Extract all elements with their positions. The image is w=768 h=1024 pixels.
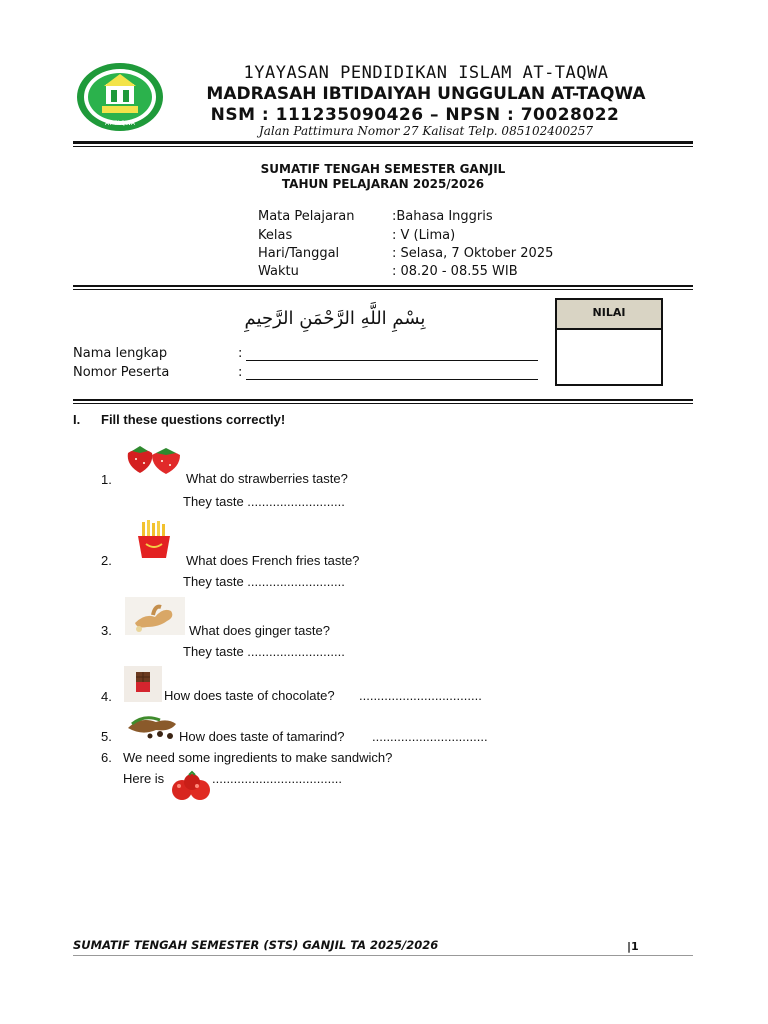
tomato-icon bbox=[170, 770, 216, 802]
section-instruction: Fill these questions correctly! bbox=[101, 412, 286, 427]
school-address: Jalan Pattimura Nomor 27 Kalisat Telp. 085102400257 bbox=[258, 124, 594, 138]
question-number: 2. bbox=[101, 553, 112, 568]
answer-field[interactable]: .................................. bbox=[359, 688, 482, 703]
question-text: We need some ingredients to make sandwich? bbox=[123, 750, 393, 765]
strawberry-icon bbox=[124, 443, 182, 475]
ginger-icon bbox=[125, 597, 185, 635]
answer-field[interactable]: They taste ........................... bbox=[183, 494, 345, 509]
footer-divider bbox=[73, 955, 693, 956]
answer-field[interactable]: They taste ........................... bbox=[183, 644, 345, 659]
info-label: Hari/Tanggal bbox=[258, 246, 340, 261]
info-divider bbox=[73, 285, 693, 287]
chocolate-icon bbox=[124, 666, 162, 702]
name-input-line[interactable] bbox=[246, 360, 538, 361]
name-colon: : bbox=[238, 346, 243, 361]
answer-prefix: Here is bbox=[123, 771, 165, 786]
question-number: 3. bbox=[101, 623, 112, 638]
question-number: 1. bbox=[101, 472, 112, 487]
answer-field[interactable]: ................................ bbox=[372, 729, 488, 744]
foundation-name: 1YAYASAN PENDIDIKAN ISLAM AT-TAQWA bbox=[243, 63, 609, 83]
question-number: 6. bbox=[101, 750, 112, 765]
header-divider bbox=[73, 141, 693, 144]
school-ids: NSM : 111235090426 – NPSN : 70028022 bbox=[210, 105, 620, 125]
exam-title: SUMATIF TENGAH SEMESTER GANJIL bbox=[260, 162, 506, 176]
question-text: How does taste of chocolate? bbox=[164, 688, 335, 703]
page-number: |1 bbox=[627, 940, 639, 953]
question-number: 5. bbox=[101, 729, 112, 744]
question-text: How does taste of tamarind? bbox=[179, 729, 345, 744]
question-text: What does ginger taste? bbox=[189, 623, 330, 638]
score-box bbox=[555, 298, 663, 386]
score-label: NILAI bbox=[557, 300, 661, 330]
info-value: : 08.20 - 08.55 WIB bbox=[392, 264, 518, 279]
info-value: : Selasa, 7 Oktober 2025 bbox=[392, 246, 554, 261]
question-text: What does French fries taste? bbox=[186, 553, 360, 568]
section-number: I. bbox=[73, 412, 81, 427]
info-label: Waktu bbox=[258, 264, 299, 279]
section-divider-thin bbox=[73, 403, 693, 404]
info-divider-thin bbox=[73, 289, 693, 290]
section-divider bbox=[73, 399, 693, 401]
logo-caption: AT-TAQWA bbox=[105, 120, 135, 127]
info-label: Mata Pelajaran bbox=[258, 209, 355, 224]
bismillah-calligraphy: بِسْمِ اللَّهِ الرَّحْمَنِ الرَّحِيمِ bbox=[244, 308, 426, 329]
number-input-line[interactable] bbox=[246, 379, 538, 380]
answer-field[interactable]: They taste ........................... bbox=[183, 574, 345, 589]
footer-text: SUMATIF TENGAH SEMESTER (STS) GANJIL TA 2025/2026 bbox=[73, 938, 439, 952]
number-label: Nomor Peserta bbox=[73, 365, 170, 380]
exam-year: TAHUN PELAJARAN 2025/2026 bbox=[281, 177, 485, 191]
info-value: :Bahasa Inggris bbox=[392, 209, 493, 224]
info-label: Kelas bbox=[258, 228, 293, 243]
question-text: What do strawberries taste? bbox=[186, 471, 348, 486]
french-fries-icon bbox=[134, 520, 174, 558]
school-name: MADRASAH IBTIDAIYAH UNGGULAN AT-TAQWA bbox=[206, 84, 646, 104]
info-value: : V (Lima) bbox=[392, 228, 456, 243]
tamarind-icon bbox=[126, 714, 178, 740]
number-colon: : bbox=[238, 365, 243, 380]
answer-field[interactable]: .................................... bbox=[212, 771, 343, 786]
name-label: Nama lengkap bbox=[73, 346, 168, 361]
header-divider-thin bbox=[73, 146, 693, 147]
question-number: 4. bbox=[101, 689, 112, 704]
